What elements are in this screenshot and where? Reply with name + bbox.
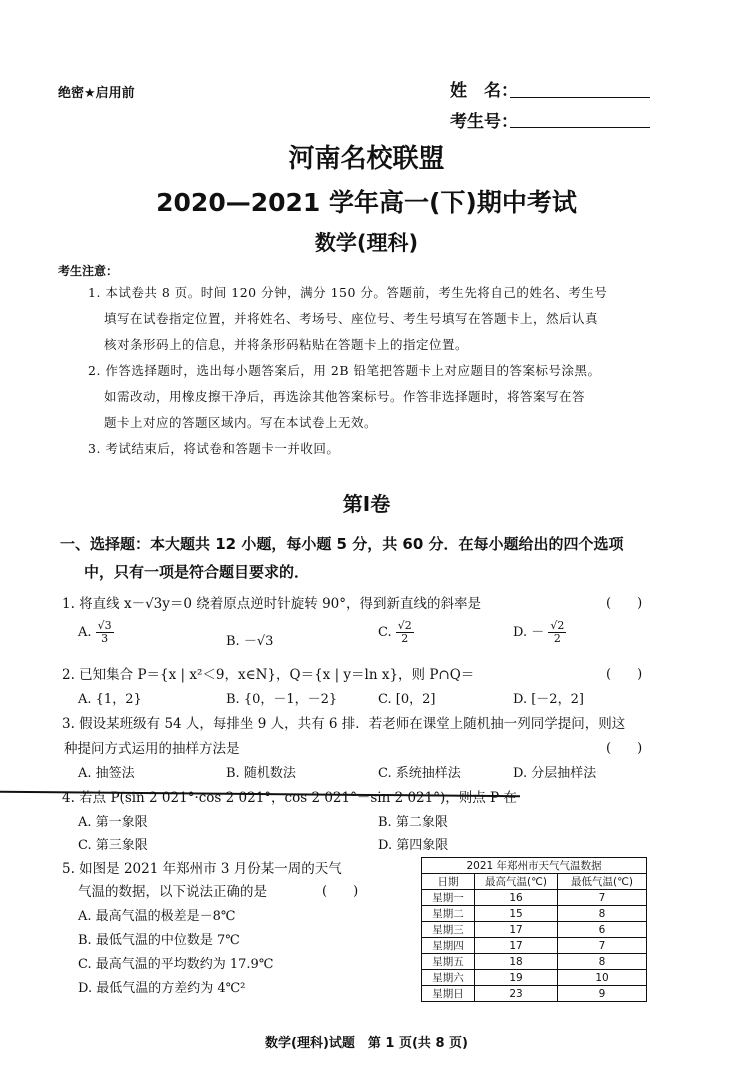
section-heading-line1: 一、选择题：本大题共 12 小题，每小题 5 分，共 60 分．在每小题给出的四个选项 bbox=[60, 535, 624, 553]
q2-answer-paren: ( ) bbox=[606, 667, 643, 682]
q4-stem: 4. 若点 P(sin 2 021°·cos 2 021°，cos 2 021°－sin 2 021°)，则点 P 在 bbox=[62, 790, 517, 806]
q2-option-d: D. [－2，2] bbox=[513, 692, 584, 707]
table-row bbox=[422, 890, 647, 906]
q5-option-a: A. 最高气温的极差是－8℃ bbox=[78, 909, 236, 924]
note-1a: 1. 本试卷共 8 页。时间 120 分钟，满分 150 分。答题前，考生先将自己的姓名、考生号 bbox=[88, 285, 608, 300]
q1-c-numerator: √2 bbox=[397, 619, 412, 632]
q3-stem-line2: 种提问方式运用的抽样方法是 bbox=[64, 741, 240, 757]
q1-stem: 1. 将直线 x－√3y＝0 绕着原点逆时针旋转 90°，得到新直线的斜率是 bbox=[62, 596, 481, 612]
q5-answer-paren: ( ) bbox=[322, 884, 359, 899]
note-2c: 题卡上对应的答题区域内。写在本试卷上无效。 bbox=[104, 415, 378, 430]
table-cell-day: 星期一 bbox=[422, 890, 475, 906]
q5-option-d: D. 最低气温的方差约为 4℃² bbox=[78, 981, 246, 996]
name-field bbox=[450, 76, 518, 101]
q1-option-a-fraction bbox=[96, 620, 114, 645]
table-cell-low: 8 bbox=[558, 906, 647, 922]
section-heading bbox=[60, 530, 672, 586]
q1-c-denominator: 2 bbox=[401, 632, 409, 645]
q3-answer-paren: ( ) bbox=[606, 741, 643, 756]
q1-d-denominator: 2 bbox=[553, 632, 561, 645]
q2-option-c: C. [0，2] bbox=[378, 692, 436, 707]
table-cell-high: 16 bbox=[475, 890, 558, 906]
table-header-low: 最低气温(℃) bbox=[558, 874, 647, 890]
table-cell-low: 7 bbox=[558, 890, 647, 906]
table-cell-day: 星期五 bbox=[422, 954, 475, 970]
q3-option-a: A. 抽签法 bbox=[78, 766, 135, 781]
q1-option-c-label: C. bbox=[378, 625, 392, 640]
note-1b: 填写在试卷指定位置，并将姓名、考场号、座位号、考生号填写在答题卡上，然后认真 bbox=[104, 311, 599, 326]
exam-title: 2020—2021 学年高一(下)期中考试 bbox=[156, 188, 577, 217]
q4-option-c: C. 第三象限 bbox=[78, 838, 148, 853]
note-2a: 2. 作答选择题时，选出每小题答案后，用 2B 铅笔把答题卡上对应题目的答案标号涂黑。 bbox=[88, 363, 601, 378]
q5-stem-line2: 气温的数据，以下说法正确的是 bbox=[78, 884, 267, 900]
q1-option-d-fraction bbox=[548, 620, 566, 645]
table-cell-day: 星期日 bbox=[422, 986, 475, 1002]
table-cell-day: 星期三 bbox=[422, 922, 475, 938]
school-alliance-title: 河南名校联盟 bbox=[288, 144, 445, 174]
q5-option-b: B. 最低气温的中位数是 7℃ bbox=[78, 933, 240, 948]
table-cell-day: 星期二 bbox=[422, 906, 475, 922]
q2-option-a: A. {1，2} bbox=[78, 692, 142, 707]
q1-answer-paren: ( ) bbox=[606, 596, 643, 611]
q3-stem-line1: 3. 假设某班级有 54 人，每排坐 9 人，共有 6 排．若老师在课堂上随机抽一列同学提问，则这 bbox=[62, 716, 626, 732]
q3-option-b: B. 随机数法 bbox=[226, 766, 296, 781]
q4-option-d: D. 第四象限 bbox=[378, 838, 449, 853]
note-1c: 核对条形码上的信息，并将条形码粘贴在答题卡上的指定位置。 bbox=[104, 337, 469, 352]
page-footer: 数学(理科)试题 第 1 页(共 8 页) bbox=[265, 1036, 468, 1051]
exam-no-label: 考生号： bbox=[450, 112, 518, 132]
q1-option-b: B. －√3 bbox=[226, 634, 274, 649]
table-row bbox=[422, 954, 647, 970]
exam-no-underline bbox=[510, 127, 650, 128]
q1-option-c bbox=[378, 620, 414, 645]
table-header-row bbox=[422, 874, 647, 890]
q5-stem-line1: 5. 如图是 2021 年郑州市 3 月份某一周的天气 bbox=[62, 861, 342, 877]
q1-option-d bbox=[513, 620, 566, 645]
table-cell-high: 23 bbox=[475, 986, 558, 1002]
temperature-table bbox=[421, 857, 647, 1002]
table-row bbox=[422, 922, 647, 938]
q1-option-a-label: A. bbox=[78, 625, 92, 640]
exam-no-field bbox=[450, 107, 518, 132]
table-cell-high: 18 bbox=[475, 954, 558, 970]
table-caption: 2021 年郑州市天气气温数据 bbox=[422, 858, 647, 874]
table-cell-low: 7 bbox=[558, 938, 647, 954]
note-2b: 如需改动，用橡皮擦干净后，再选涂其他答案标号。作答非选择题时，将答案写在答 bbox=[104, 389, 586, 404]
table-cell-day: 星期四 bbox=[422, 938, 475, 954]
q1-option-d-label: D. － bbox=[513, 625, 545, 640]
table-row bbox=[422, 938, 647, 954]
name-label: 姓 名： bbox=[450, 81, 518, 101]
secret-label: 绝密★启用前 bbox=[58, 86, 135, 101]
q4-option-b: B. 第二象限 bbox=[378, 815, 448, 830]
q1-option-a bbox=[78, 620, 114, 645]
q1-a-numerator: √3 bbox=[97, 619, 112, 632]
q4-option-a: A. 第一象限 bbox=[78, 815, 148, 830]
note-3: 3. 考试结束后，将试卷和答题卡一并收回。 bbox=[88, 441, 340, 456]
table-row bbox=[422, 986, 647, 1002]
table-row bbox=[422, 906, 647, 922]
table-header-high: 最高气温(℃) bbox=[475, 874, 558, 890]
q3-option-c: C. 系统抽样法 bbox=[378, 766, 461, 781]
table-cell-high: 17 bbox=[475, 938, 558, 954]
q2-option-b: B. {0，－1，－2} bbox=[226, 692, 338, 707]
q3-option-d: D. 分层抽样法 bbox=[513, 766, 597, 781]
table-cell-low: 8 bbox=[558, 954, 647, 970]
subject-title: 数学(理科) bbox=[314, 231, 419, 255]
q1-a-denominator: 3 bbox=[101, 632, 109, 645]
volume-heading: 第Ⅰ卷 bbox=[342, 492, 391, 516]
table-cell-day: 星期六 bbox=[422, 970, 475, 986]
table-cell-low: 9 bbox=[558, 986, 647, 1002]
q1-option-c-fraction bbox=[396, 620, 414, 645]
q2-stem: 2. 已知集合 P＝{x | x²＜9，x∈N}，Q＝{x | y＝ln x}，则 P∩Q＝ bbox=[62, 667, 475, 683]
table-cell-high: 15 bbox=[475, 906, 558, 922]
section-heading-line2: 中，只有一项是符合题目要求的． bbox=[84, 563, 310, 581]
table-caption-row bbox=[422, 858, 647, 874]
name-underline bbox=[510, 97, 650, 98]
table-header-date: 日期 bbox=[422, 874, 475, 890]
notes-heading: 考生注意： bbox=[58, 264, 119, 278]
table-cell-low: 10 bbox=[558, 970, 647, 986]
table-row bbox=[422, 970, 647, 986]
q5-option-c: C. 最高气温的平均数约为 17.9℃ bbox=[78, 957, 274, 972]
table-cell-high: 17 bbox=[475, 922, 558, 938]
table-cell-low: 6 bbox=[558, 922, 647, 938]
q1-d-numerator: √2 bbox=[550, 619, 565, 632]
table-cell-high: 19 bbox=[475, 970, 558, 986]
